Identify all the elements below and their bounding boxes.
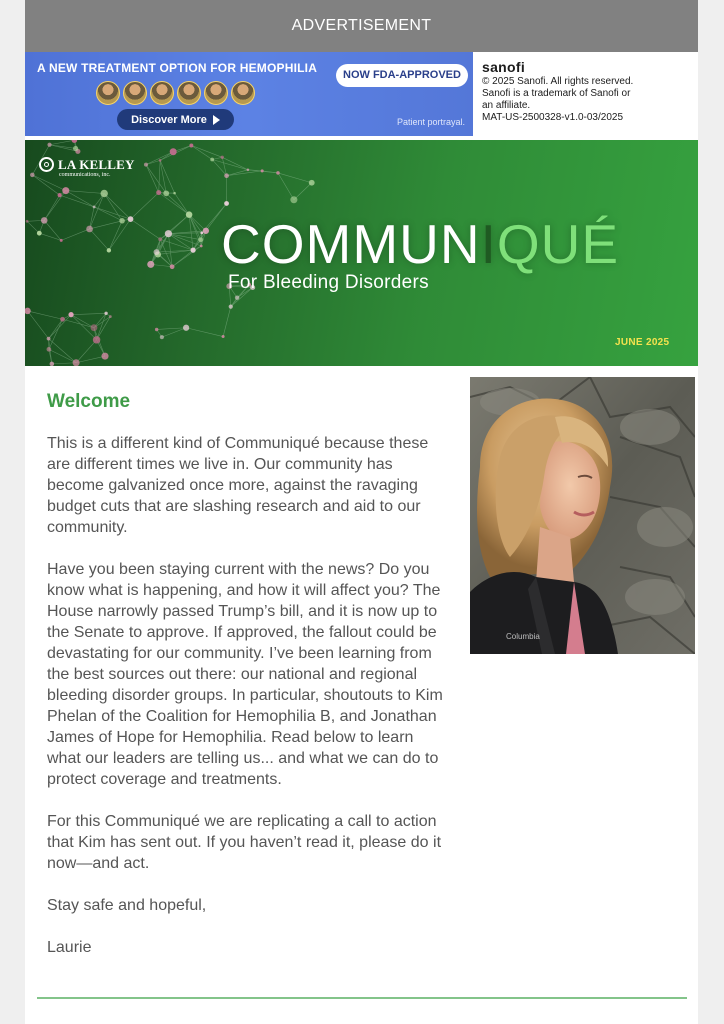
ad-legal-text [482,76,694,124]
sanofi-logo: sanofi [482,59,526,75]
patient-avatar [123,81,147,105]
author-photo-image [470,377,695,654]
legal-line: © 2025 Sanofi. All rights reserved. [482,76,634,87]
newsletter-title [221,214,619,274]
ad-creative[interactable] [25,52,473,136]
patient-avatar [96,81,120,105]
logo-name: LA KELLEY [58,157,135,172]
la-kelley-mark-icon [39,157,54,172]
signature: Laurie [47,939,92,956]
email-container [25,0,698,1024]
fda-approved-badge: NOW FDA-APPROVED [336,64,468,87]
patient-avatar [150,81,174,105]
author-photo [470,377,695,654]
paragraph: This is a different kind of Communiqué because these are different times we live in. Our community has become galvanized once more, against the ravaging budget cuts that are slashing research and aid to our community. [47,435,429,536]
sign-off: Stay safe and hopeful, [47,897,207,914]
paragraph: Have you been staying current with the news? Do you know what is happening, and how it will affect you? The House narrowly passed Trump’s bill, and it is now up to the Senate to approve. If approved, the fallout could be devastating for our community. I’ve been learning from the best sources out there: our national and regional bleeding disorder groups. In particular, shoutouts to Kim Phelan of the Coalition for Hemophilia B, and Jonathan James of Hope for Hemophilia. Read below to learn what our leaders are telling us... and what we can do to protect coverage and treatments. [47,561,443,788]
discover-more-label: Discover More [131,113,207,126]
ad-disclaimer: Patient portrayal. [396,117,465,127]
welcome-heading: Welcome [47,391,131,412]
paragraph: For this Communiqué we are replicating a call to action that Kim has sent out. If you haven’t read it, please do it now—and act. [47,813,442,872]
advertisement-label: ADVERTISEMENT [25,0,698,52]
svg-text:Columbia: Columbia [506,632,540,641]
legal-line: Sanofi is a trademark of Sanofi or [482,88,631,99]
ad-legal-block [482,60,694,124]
patient-avatar [204,81,228,105]
section-divider [37,997,687,999]
play-icon [213,115,220,125]
ad-headline: A NEW TREATMENT OPTION FOR HEMOPHILIA [37,61,318,75]
welcome-body [47,433,447,979]
title-part: I [480,213,497,275]
legal-line: an affiliate. [482,100,531,111]
patient-avatar [177,81,201,105]
legal-line: MAT-US-2500328-v1.0-03/2025 [482,112,624,123]
newsletter-subtitle: For Bleeding Disorders [228,272,429,293]
newsletter-header [25,140,698,366]
logo-subtitle: communications, inc. [59,172,111,178]
title-part: COMMUN [221,213,481,275]
issue-date: JUNE 2025 [615,337,670,348]
title-part: QUÉ [496,213,620,275]
la-kelley-logo[interactable] [39,157,135,179]
ad-avatar-row [96,81,258,105]
patient-avatar [231,81,255,105]
discover-more-button[interactable] [117,109,234,130]
ad-banner[interactable] [25,52,698,136]
